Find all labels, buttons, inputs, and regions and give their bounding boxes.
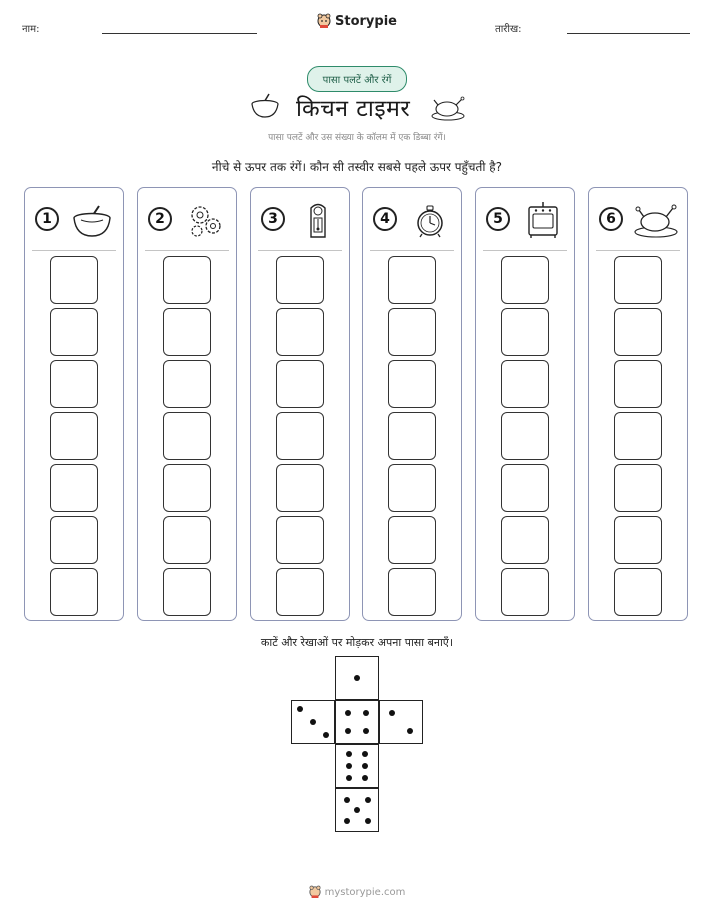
- color-box[interactable]: [276, 568, 324, 616]
- color-box[interactable]: [163, 360, 211, 408]
- footer-url[interactable]: mystorypie.com: [324, 886, 406, 898]
- color-box[interactable]: [614, 464, 662, 512]
- die-face-2: [379, 700, 423, 744]
- roast-turkey-icon: [633, 200, 679, 240]
- color-box[interactable]: [614, 308, 662, 356]
- color-box[interactable]: [276, 464, 324, 512]
- color-box[interactable]: [163, 568, 211, 616]
- die-pip: [354, 675, 360, 681]
- die-pip: [345, 728, 351, 734]
- subtitle: पासा पलटें और उस संख्या के कॉलम में एक डिब्बा रंगें।: [268, 133, 446, 143]
- color-box[interactable]: [163, 464, 211, 512]
- die-pip: [362, 775, 368, 781]
- color-box[interactable]: [614, 412, 662, 460]
- color-box[interactable]: [163, 412, 211, 460]
- color-box[interactable]: [276, 360, 324, 408]
- grandfather-clock-icon: [295, 200, 341, 240]
- storypie-mascot-icon: [317, 13, 331, 29]
- color-box[interactable]: [388, 256, 436, 304]
- color-box[interactable]: [50, 464, 98, 512]
- cut-instruction: काटें और रेखाओं पर मोड़कर अपना पासा बनाएँ।: [260, 636, 454, 649]
- die-pip: [389, 710, 395, 716]
- die-pip: [363, 710, 369, 716]
- dice-column-1: [24, 187, 124, 621]
- column-divider: [145, 250, 229, 251]
- die-face-4: [335, 700, 379, 744]
- dice-column-6: [588, 187, 688, 621]
- color-box[interactable]: [614, 516, 662, 564]
- color-box[interactable]: [614, 360, 662, 408]
- column-divider: [32, 250, 116, 251]
- column-number-badge: 6: [599, 207, 623, 231]
- roast-turkey-icon: [430, 94, 466, 122]
- die-pip: [365, 797, 371, 803]
- brand-name: Storypie: [335, 13, 397, 29]
- activity-pill: पासा पलटें और रंगें: [307, 66, 407, 92]
- column-number-badge: 3: [261, 207, 285, 231]
- die-pip: [323, 732, 329, 738]
- die-face-3: [291, 700, 335, 744]
- color-box[interactable]: [50, 568, 98, 616]
- color-box[interactable]: [614, 256, 662, 304]
- page-title: किचन टाइमर: [296, 96, 411, 122]
- mixing-bowl-icon: [249, 92, 281, 120]
- color-box[interactable]: [163, 256, 211, 304]
- die-pip: [297, 706, 303, 712]
- die-pip: [344, 797, 350, 803]
- color-box[interactable]: [388, 516, 436, 564]
- die-face-1: [335, 656, 379, 700]
- die-pip: [362, 751, 368, 757]
- die-face-5: [335, 788, 379, 832]
- footer: [0, 884, 714, 903]
- color-box[interactable]: [163, 308, 211, 356]
- oven-icon: [520, 200, 566, 240]
- mixing-bowl-icon: [69, 200, 115, 240]
- column-number-badge: 2: [148, 207, 172, 231]
- color-box[interactable]: [276, 516, 324, 564]
- dice-column-3: [250, 187, 350, 621]
- color-box[interactable]: [501, 412, 549, 460]
- die-pip: [344, 818, 350, 824]
- color-box[interactable]: [501, 568, 549, 616]
- column-divider: [370, 250, 454, 251]
- column-number-badge: 4: [373, 207, 397, 231]
- gears-icon: [182, 200, 228, 240]
- die-pip: [346, 763, 352, 769]
- color-box[interactable]: [501, 516, 549, 564]
- column-divider: [596, 250, 680, 251]
- date-field[interactable]: [567, 33, 690, 34]
- color-box[interactable]: [276, 412, 324, 460]
- color-box[interactable]: [501, 360, 549, 408]
- die-pip: [354, 807, 360, 813]
- brand-logo: [0, 13, 714, 33]
- die-face-6: [335, 744, 379, 788]
- die-pip: [365, 818, 371, 824]
- color-box[interactable]: [50, 516, 98, 564]
- color-box[interactable]: [501, 256, 549, 304]
- die-pip: [345, 710, 351, 716]
- storypie-mascot-icon: [309, 885, 321, 899]
- alarm-clock-icon: [407, 200, 453, 240]
- color-box[interactable]: [388, 568, 436, 616]
- date-label: तारीख:: [495, 24, 522, 35]
- column-divider: [483, 250, 567, 251]
- color-box[interactable]: [276, 256, 324, 304]
- color-box[interactable]: [614, 568, 662, 616]
- column-number-badge: 1: [35, 207, 59, 231]
- name-field[interactable]: [102, 33, 257, 34]
- color-box[interactable]: [50, 360, 98, 408]
- die-pip: [362, 763, 368, 769]
- color-box[interactable]: [388, 464, 436, 512]
- color-box[interactable]: [388, 308, 436, 356]
- dice-column-5: [475, 187, 575, 621]
- name-label: नाम:: [22, 24, 40, 35]
- column-number-badge: 5: [486, 207, 510, 231]
- die-pip: [346, 775, 352, 781]
- color-box[interactable]: [50, 256, 98, 304]
- color-box[interactable]: [163, 516, 211, 564]
- column-divider: [258, 250, 342, 251]
- instruction-text: नीचे से ऊपर तक रंगें। कौन सी तस्वीर सबसे पहले ऊपर पहुँचती है?: [211, 160, 503, 174]
- die-pip: [346, 751, 352, 757]
- color-box[interactable]: [50, 308, 98, 356]
- color-box[interactable]: [50, 412, 98, 460]
- dice-column-2: [137, 187, 237, 621]
- color-box[interactable]: [388, 412, 436, 460]
- color-box[interactable]: [276, 308, 324, 356]
- color-box[interactable]: [501, 464, 549, 512]
- color-box[interactable]: [501, 308, 549, 356]
- color-box[interactable]: [388, 360, 436, 408]
- die-pip: [310, 719, 316, 725]
- die-pip: [407, 728, 413, 734]
- dice-column-4: [362, 187, 462, 621]
- die-pip: [363, 728, 369, 734]
